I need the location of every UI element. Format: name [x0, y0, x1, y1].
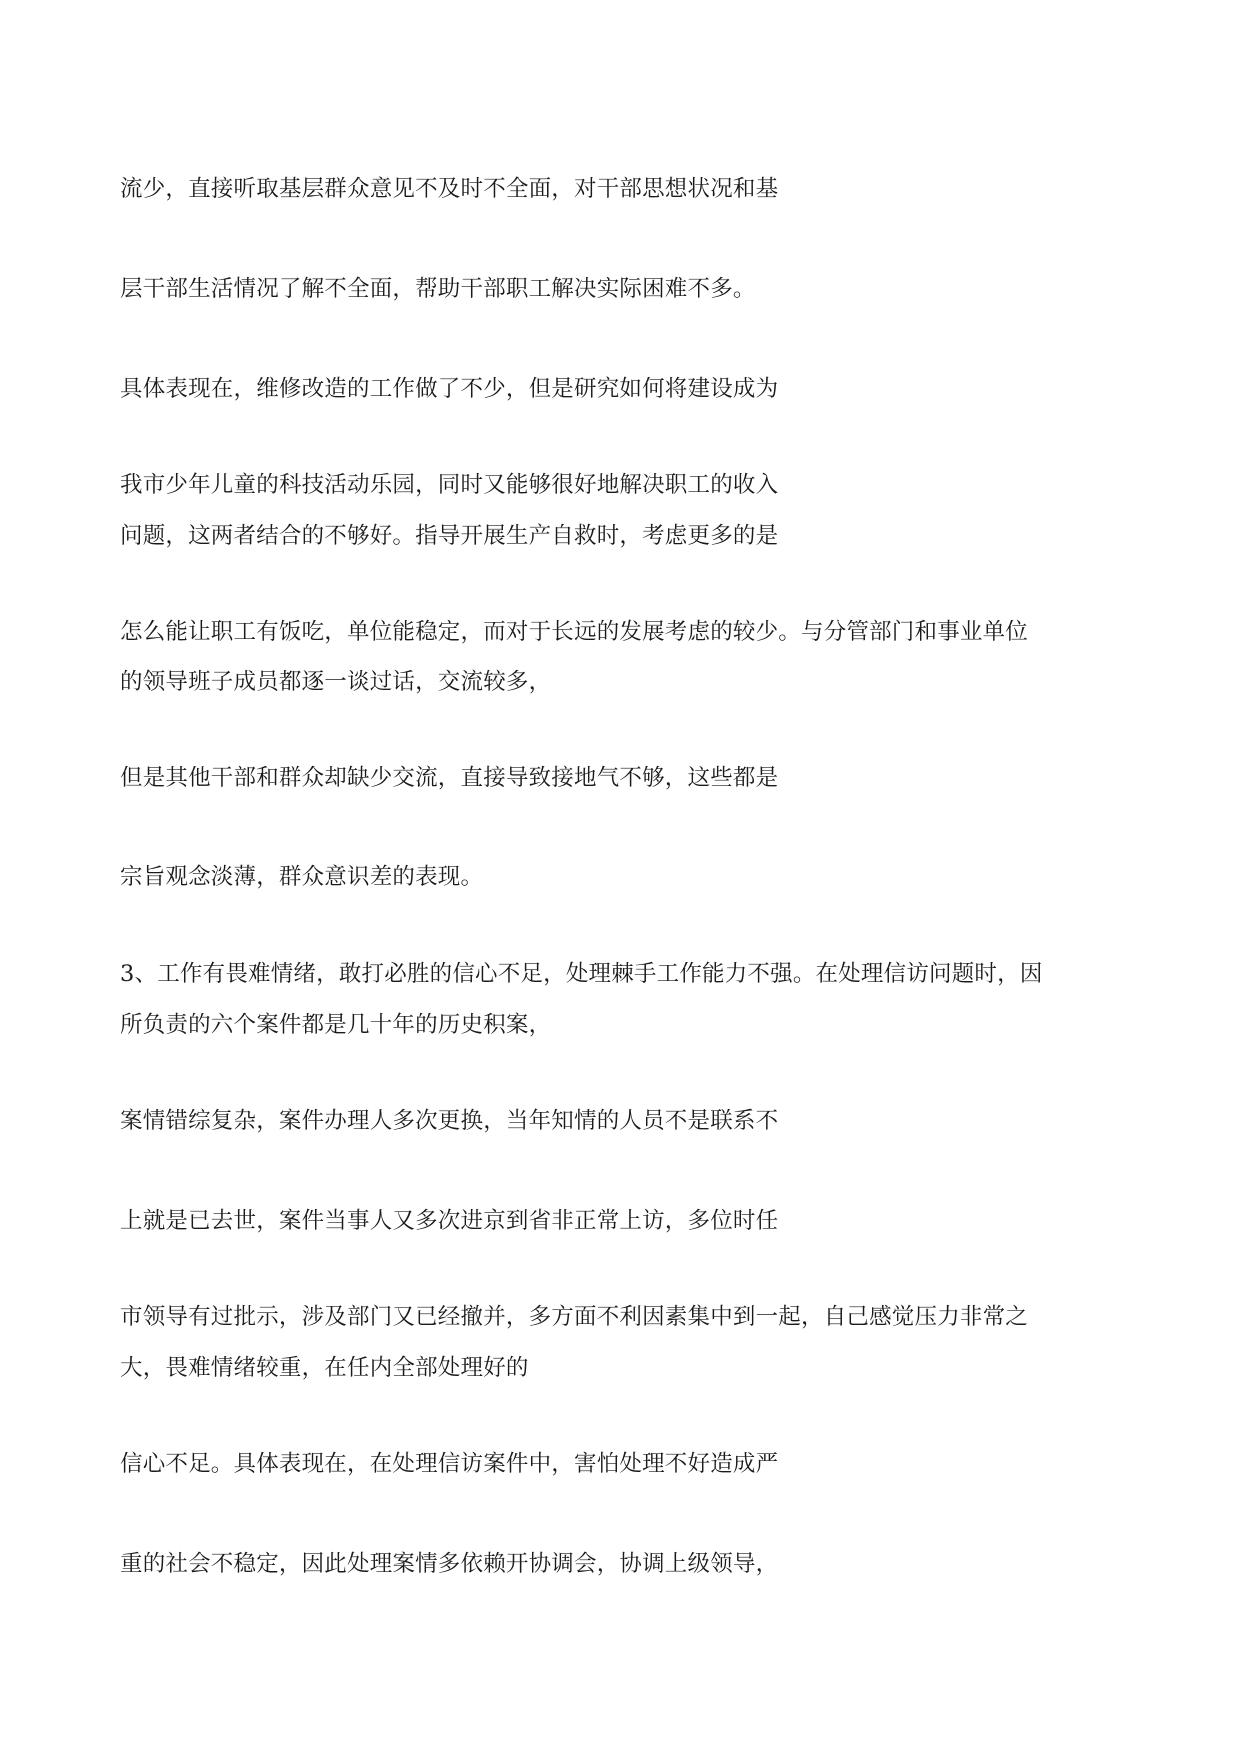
text-line: 大，畏难情绪较重，在任内全部处理好的 — [120, 1355, 529, 1381]
text-line: 所负责的六个案件都是几十年的历史积案， — [120, 1012, 552, 1038]
text-line: 信心不足。具体表现在，在处理信访案件中，害怕处理不好造成严 — [120, 1451, 779, 1477]
text-line: 具体表现在，维修改造的工作做了不少，但是研究如何将建设成为 — [120, 376, 779, 402]
text-line: 怎么能让职工有饭吃，单位能稳定，而对于长远的发展考虑的较少。与分管部门和事业单位 — [120, 619, 1029, 645]
text-line: 宗旨观念淡薄，群众意识差的表现。 — [120, 864, 484, 890]
text-line: 层干部生活情况了解不全面，帮助干部职工解决实际困难不多。 — [120, 276, 756, 302]
text-line: 重的社会不稳定，因此处理案情多依赖开协调会，协调上级领导， — [120, 1551, 779, 1577]
text-line: 问题，这两者结合的不够好。指导开展生产自救时，考虑更多的是 — [120, 523, 779, 549]
text-line: 但是其他干部和群众却缺少交流，直接导致接地气不够，这些都是 — [120, 765, 779, 791]
text-line: 3、工作有畏难情绪，敢打必胜的信心不足，处理棘手工作能力不强。在处理信访问题时，因 — [120, 961, 1043, 987]
text-line: 上就是已去世，案件当事人又多次进京到省非正常上访，多位时任 — [120, 1208, 779, 1234]
text-line: 市领导有过批示，涉及部门又已经撤并，多方面不利因素集中到一起，自己感觉压力非常之 — [120, 1304, 1029, 1330]
text-line: 案情错综复杂，案件办理人多次更换，当年知情的人员不是联系不 — [120, 1108, 779, 1134]
text-line: 流少，直接听取基层群众意见不及时不全面，对干部思想状况和基 — [120, 176, 779, 202]
text-line: 我市少年儿童的科技活动乐园，同时又能够很好地解决职工的收入 — [120, 472, 779, 498]
text-line: 的领导班子成员都逐一谈过话，交流较多， — [120, 669, 552, 695]
